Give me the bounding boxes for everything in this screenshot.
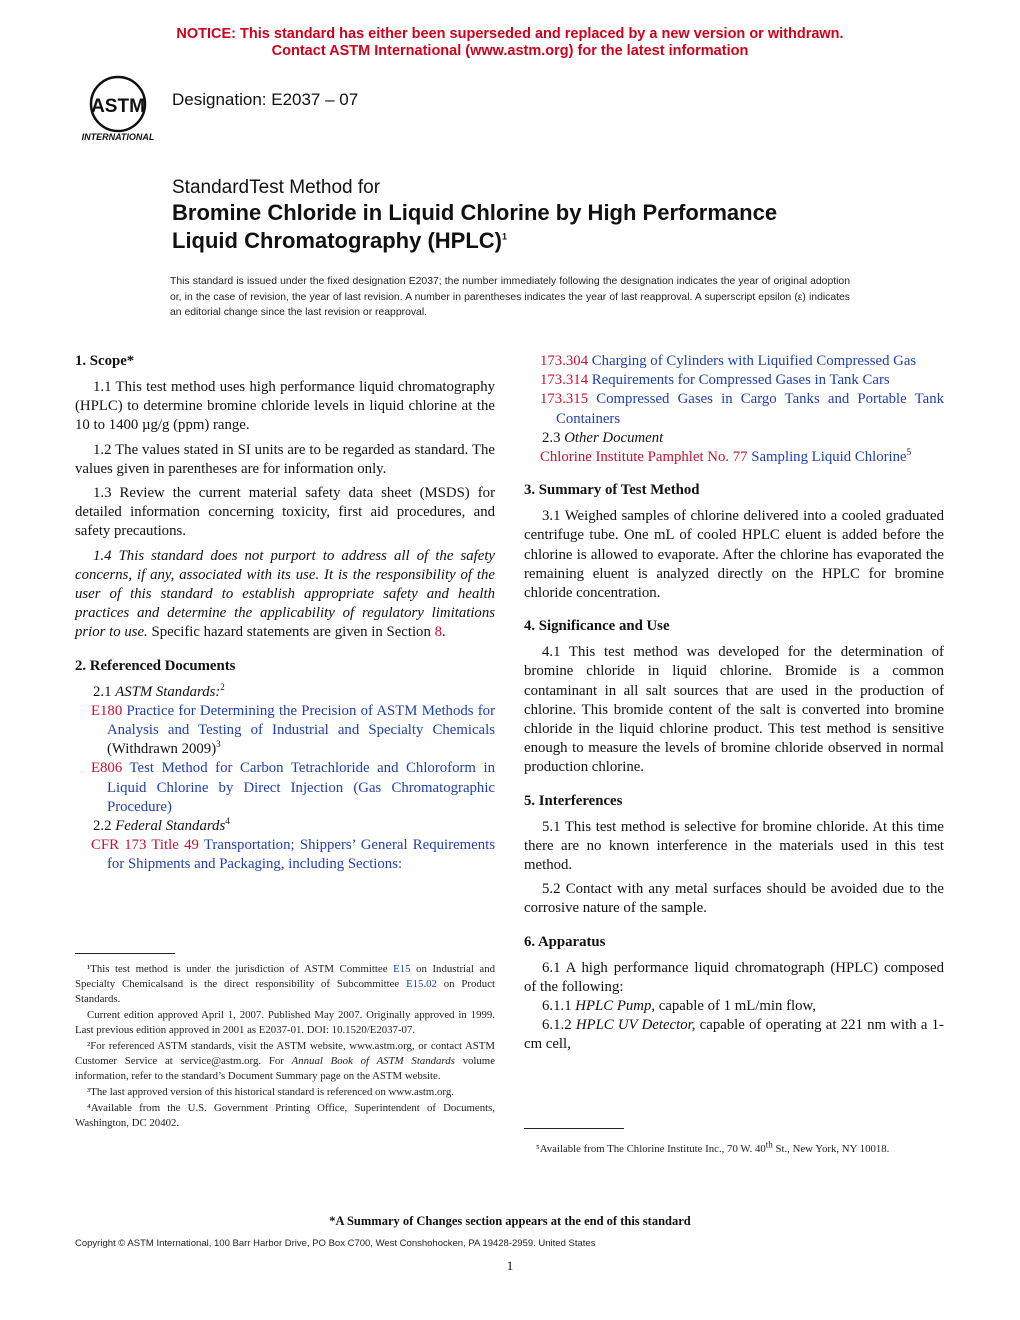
- footnote-3: ³The last approved version of this historical standard is referenced on www.astm.org.: [87, 1086, 454, 1098]
- interferences-heading: 5. Interferences: [524, 792, 623, 809]
- summary-3-1: 3.1 Weighed samples of chlorine delivered into a cooled graduated centrifuge tube. One mL of cooled HPLC eluent is added before the chlorine is allowed to evaporate. After the chlorine has evaporated the remaining eluent is analyzed directly on the HPLC for bromine chloride concentration.: [524, 508, 944, 602]
- footnote-1-edition: Current edition approved April 1, 2007. Published May 2007. Originally approved in 1999. Last previous edition approved in 2001 as E2037-01. DOI: 10.1520/E2037-07.: [75, 1009, 495, 1036]
- logo-text: INTERNATIONAL: [81, 132, 155, 142]
- e180-code[interactable]: E180: [91, 702, 123, 719]
- scope-1-3: 1.3 Review the current material safety data sheet (MSDS) for detailed information concerning toxicity, first aid procedures, and safety precautions.: [75, 485, 495, 540]
- title-footnote-ref[interactable]: 1: [501, 231, 507, 242]
- astm-standards-label: 2.1 ASTM Standards:$^2$: [93, 681, 225, 700]
- footnotes-right: [524, 1139, 944, 1158]
- significance-4-1: 4.1 This test method was developed for the determination of bromine chloride in liquid chlorine. Bromide is a common contaminant in all salt sources that are used in the production of chlorine. This bromide content of the salt is converted into bromine chloride in the liquid chlorine product. This test method is sensitive enough to measure the levels of bromine chloride observed in normal production chlorine.: [524, 644, 944, 776]
- section-8-link[interactable]: 8: [434, 624, 442, 641]
- apparatus-heading: 6. Apparatus: [524, 933, 606, 950]
- apparatus-6-1: 6.1 A high performance liquid chromatograph (HPLC) composed of the following:: [524, 959, 944, 995]
- e806-title[interactable]: Test Method for Carbon Tetrachloride and Chloroform in Liquid Chlorine by Direct Injection (Gas Chromatographic Procedure): [107, 760, 495, 815]
- footnote-5: ⁵Available from The Chlorine Institute Inc., 70 W. 40th St., New York, NY 10018.: [536, 1139, 890, 1155]
- astm-logo: [76, 74, 160, 144]
- withdrawn-notice: [0, 26, 1020, 60]
- notice-line-2: Contact ASTM International (www.astm.org) for the latest information: [271, 43, 749, 59]
- cfr-title[interactable]: Transportation; Shippers’ General Requirements for Shipments and Packaging, including Sections:: [107, 837, 495, 873]
- ref-173-304[interactable]: 173.304 Charging of Cylinders with Liquified Compressed Gas: [540, 353, 917, 369]
- scope-heading: 1. Scope*: [75, 353, 135, 369]
- copyright: Copyright © ASTM International, 100 Barr Harbor Drive, PO Box C700, West Conshohocken, PA 19428-2959. United States: [75, 1238, 596, 1249]
- scope-1-4: 1.4 This standard does not purport to address all of the safety concerns, if any, associated with its use. It is the responsibility of the user of this standard to establish appropriate safety and health practices and determine the applicability of regulatory limitations prior to use. Specific hazard statements are given in Section 8.: [75, 547, 495, 641]
- document-title: [172, 176, 932, 255]
- title-line-3: Liquid Chromatography (HPLC): [172, 228, 502, 253]
- footnote-rule-right: [524, 1128, 624, 1129]
- significance-heading: 4. Significance and Use: [524, 618, 670, 635]
- right-column: [524, 352, 944, 1060]
- e806-code[interactable]: E806: [91, 760, 123, 777]
- footnotes-left: [75, 962, 495, 1132]
- footnote-4: ⁴Available from the U.S. Government Printing Office, Superintendent of Documents, Washington, DC 20402.: [75, 1102, 495, 1129]
- ref-cfr[interactable]: [75, 836, 495, 874]
- cfr-code[interactable]: CFR 173 Title 49: [91, 837, 199, 854]
- title-line-1: StandardTest Method for: [172, 177, 381, 198]
- summary-heading: 3. Summary of Test Method: [524, 482, 700, 499]
- apparatus-6-1-2: 6.1.2 HPLC UV Detector, capable of operating at 221 nm with a 1-cm cell,: [524, 1017, 944, 1053]
- designation: Designation: E2037 – 07: [172, 90, 359, 109]
- footnote-rule-left: [75, 953, 175, 954]
- e180-title[interactable]: Practice for Determining the Precision of ASTM Methods for Analysis and Testing of Industrial and Specialty Chemicals: [107, 702, 496, 739]
- notice-line-1: NOTICE: This standard has either been superseded and replaced by a new version or withdrawn.: [176, 26, 844, 42]
- federal-standards-label: 2.2 Federal Standards$^4$: [93, 816, 230, 835]
- scope-1-2: 1.2 The values stated in SI units are to be regarded as standard. The values given in parentheses are for information only.: [75, 441, 495, 477]
- footnote-2: ²For referenced ASTM standards, visit the ASTM website, www.astm.org, or contact ASTM Customer Service at service@astm.org. For Annual Book of ASTM Standards volume information, refer to the standard’s Document Summary page on the ASTM website.: [75, 1040, 495, 1082]
- scope-1-1: 1.1 This test method uses high performance liquid chromatography (HPLC) to determine bromine chloride levels in liquid chlorine at the 10 to 1400 µg/g (ppm) range.: [75, 379, 495, 434]
- e15-02-link[interactable]: E15.02: [406, 978, 437, 990]
- page-number: 1: [506, 1258, 514, 1273]
- apparatus-6-1-1: 6.1.1 HPLC Pump, capable of 1 mL/min flow,: [542, 998, 816, 1015]
- ref-chlorine-pamphlet[interactable]: Chlorine Institute Pamphlet No. 77 Sampling Liquid Chlorine$^5$: [540, 447, 912, 466]
- e15-link[interactable]: E15: [393, 963, 411, 975]
- summary-of-changes-note: *A Summary of Changes section appears at the end of this standard: [329, 1214, 691, 1228]
- left-column: [75, 352, 495, 875]
- logo-letters: ASTM: [91, 96, 145, 117]
- other-document-label: 2.3 Other Document: [542, 429, 664, 446]
- refdocs-heading: 2. Referenced Documents: [75, 657, 236, 674]
- ref-e806[interactable]: [75, 759, 495, 817]
- footnote-1: ¹This test method is under the jurisdiction of ASTM Committee E15 on Industrial and Specialty Chemicalsand is the direct responsibility of Subcommittee E15.02 on Product Standards.: [75, 963, 495, 1005]
- interferences-5-2: 5.2 Contact with any metal surfaces should be avoided due to the corrosive nature of the sample.: [524, 881, 944, 917]
- interferences-5-1: 5.1 This test method is selective for bromine chloride. At this time there are no known interference in the materials used in this test method.: [524, 818, 944, 874]
- ref-e180[interactable]: E180 Practice for Determining the Precision of ASTM Methods for Analysis and Testing of Industrial and Specialty Chemicals (Withdrawn 2009)$^3$: [91, 702, 496, 758]
- title-line-2: Bromine Chloride in Liquid Chlorine by High Performance: [172, 200, 778, 225]
- ref-173-315[interactable]: 173.315 Compressed Gases in Cargo Tanks and Portable Tank Containers: [540, 391, 944, 427]
- preamble: This standard is issued under the fixed designation E2037; the number immediately following the designation indicates the year of original adoption or, in the case of revision, the year of last revision. A number in parentheses indicates the year of last reapproval. A superscript epsilon (ε) indicates an editorial change since the last revision or reapproval.: [170, 276, 850, 318]
- ref-173-314[interactable]: 173.314 Requirements for Compressed Gases in Tank Cars: [540, 372, 890, 389]
